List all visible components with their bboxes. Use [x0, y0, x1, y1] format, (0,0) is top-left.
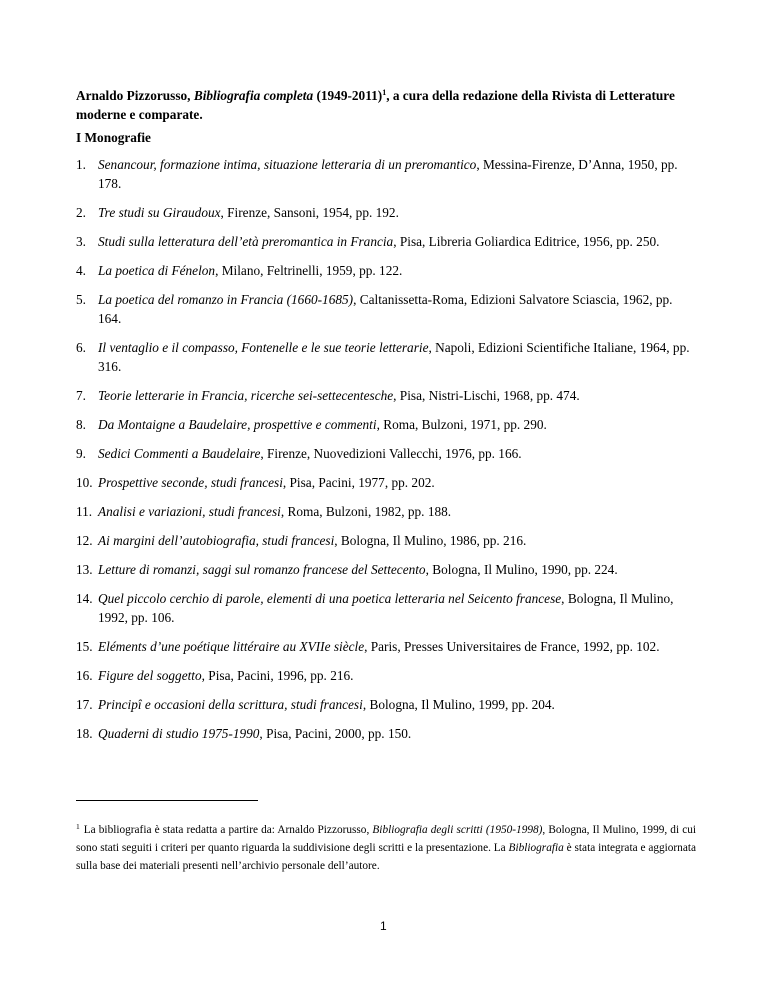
title-work: Bibliografia completa: [193, 88, 314, 103]
item-number: 2.: [76, 205, 86, 220]
list-item: [76, 724, 696, 743]
title-rest: , a cura della redazione della Rivista di Letterature moderne e comparate.: [76, 88, 675, 122]
item-number: 1.: [76, 157, 86, 172]
item-title: Il ventaglio e il compasso, Fontenelle e le sue teorie letterarie: [98, 340, 429, 355]
item-publication: , Caltanissetta-Roma, Edizioni Salvatore Sciascia, 1962, pp. 164.: [98, 292, 673, 326]
item-publication: , Pisa, Libreria Goliardica Editrice, 1956, pp. 250.: [393, 234, 660, 249]
footnote-separator: [76, 800, 258, 801]
item-number: 8.: [76, 417, 86, 432]
item-number: 16.: [76, 668, 93, 683]
list-item: [76, 531, 696, 550]
list-item: [76, 386, 696, 405]
item-title: Figure del soggetto: [98, 668, 202, 683]
item-number: 15.: [76, 639, 93, 654]
item-number: 6.: [76, 340, 86, 355]
item-publication: , Paris, Presses Universitaires de France, 1992, pp. 102.: [364, 639, 660, 654]
item-title: Principî e occasioni della scrittura, studi francesi: [98, 697, 363, 712]
footnote-italic-2: Bibliografia: [508, 842, 564, 854]
list-item: [76, 290, 696, 328]
item-publication: , Bologna, Il Mulino, 1992, pp. 106.: [98, 591, 674, 625]
item-publication: , Pisa, Pacini, 2000, pp. 150.: [259, 726, 412, 741]
list-item: [76, 203, 696, 222]
item-title: Tre studi su Giraudoux: [98, 205, 221, 220]
document-title: [76, 83, 696, 124]
item-publication: , Pisa, Pacini, 1996, pp. 216.: [201, 668, 354, 683]
item-title: Da Montaigne a Baudelaire, prospettive e commenti: [98, 417, 377, 432]
footnote-text-3: è stata integrata e aggiornata sulla base dei materiali presenti nell’archivio personale dell’autore.: [76, 842, 696, 872]
footnote-marker: 1: [76, 822, 80, 831]
item-publication: , Milano, Feltrinelli, 1959, pp. 122.: [215, 263, 403, 278]
footnote-italic-1: Bibliografia degli scritti (1950-1998): [372, 824, 543, 836]
item-publication: , Pisa, Pacini, 1977, pp. 202.: [282, 475, 435, 490]
list-item: [76, 502, 696, 521]
item-title: Sedici Commenti a Baudelaire: [98, 446, 261, 461]
item-number: 18.: [76, 726, 93, 741]
item-publication: , Roma, Bulzoni, 1982, pp. 188.: [280, 504, 452, 519]
footnote-reference[interactable]: 1: [382, 88, 387, 97]
item-title: Quel piccolo cerchio di parole, elementi di una poetica letteraria nel Seicento francese: [98, 591, 562, 606]
section-heading: I Monografie: [76, 130, 151, 145]
item-publication: , Messina-Firenze, D’Anna, 1950, pp. 178.: [98, 157, 678, 191]
item-number: 11.: [76, 504, 93, 519]
item-publication: , Bologna, Il Mulino, 1999, pp. 204.: [362, 697, 555, 712]
title-years: (1949-2011): [313, 88, 383, 103]
item-title: La poetica di Fénelon: [98, 263, 216, 278]
item-number: 10.: [76, 475, 93, 490]
item-number: 3.: [76, 234, 86, 249]
list-item: [76, 589, 696, 627]
footnote: [76, 818, 696, 875]
list-item: [76, 261, 696, 280]
footnote-text-2: , Bologna, Il Mulino, 1999, di cui sono stati seguiti i criteri per quanto riguarda la suddivisione degli scritti e la presentazione. La: [76, 824, 697, 854]
item-title: Ai margini dell’autobiografia, studi francesi: [98, 533, 335, 548]
footnote-text-1: La bibliografia è stata redatta a partire da: Arnaldo Pizzorusso,: [83, 824, 373, 836]
list-item: [76, 338, 696, 376]
item-title: Letture di romanzi, saggi sul romanzo francese del Settecento: [98, 562, 426, 577]
list-item: [76, 415, 696, 434]
list-item: [76, 560, 696, 579]
item-title: Analisi e variazioni, studi francesi: [98, 504, 281, 519]
item-number: 13.: [76, 562, 93, 577]
page-number: 1: [380, 919, 387, 933]
item-publication: , Bologna, Il Mulino, 1990, pp. 224.: [425, 562, 618, 577]
item-title: Studi sulla letteratura dell’età preromantica in Francia: [98, 234, 394, 249]
item-title: Eléments d’une poétique littéraire au XVIIe siècle: [98, 639, 365, 654]
list-item: [76, 155, 696, 193]
item-publication: , Pisa, Nistri-Lischi, 1968, pp. 474.: [393, 388, 580, 403]
item-publication: , Napoli, Edizioni Scientifiche Italiane, 1964, pp. 316.: [98, 340, 690, 374]
item-number: 12.: [76, 533, 93, 548]
item-number: 7.: [76, 388, 86, 403]
title-author: Arnaldo Pizzorusso,: [76, 88, 194, 103]
item-title: Senancour, formazione intima, situazione letteraria di un preromantico: [98, 157, 477, 172]
list-item: [76, 232, 696, 251]
item-title: Quaderni di studio 1975-1990: [98, 726, 260, 741]
item-number: 9.: [76, 446, 86, 461]
item-publication: , Firenze, Sansoni, 1954, pp. 192.: [220, 205, 399, 220]
item-number: 5.: [76, 292, 86, 307]
item-publication: , Roma, Bulzoni, 1971, pp. 290.: [376, 417, 547, 432]
list-item: [76, 666, 696, 685]
item-number: 17.: [76, 697, 93, 712]
list-item: [76, 695, 696, 714]
item-publication: , Bologna, Il Mulino, 1986, pp. 216.: [334, 533, 527, 548]
item-number: 4.: [76, 263, 86, 278]
item-title: La poetica del romanzo in Francia (1660-1685): [98, 292, 354, 307]
item-number: 14.: [76, 591, 93, 606]
item-title: Prospettive seconde, studi francesi: [98, 475, 283, 490]
list-item: [76, 444, 696, 463]
list-item: [76, 637, 696, 656]
list-item: [76, 473, 696, 492]
item-publication: , Firenze, Nuovedizioni Vallecchi, 1976, pp. 166.: [260, 446, 522, 461]
item-title: Teorie letterarie in Francia, ricerche sei-settecentesche: [98, 388, 394, 403]
monograph-list: [76, 155, 696, 753]
